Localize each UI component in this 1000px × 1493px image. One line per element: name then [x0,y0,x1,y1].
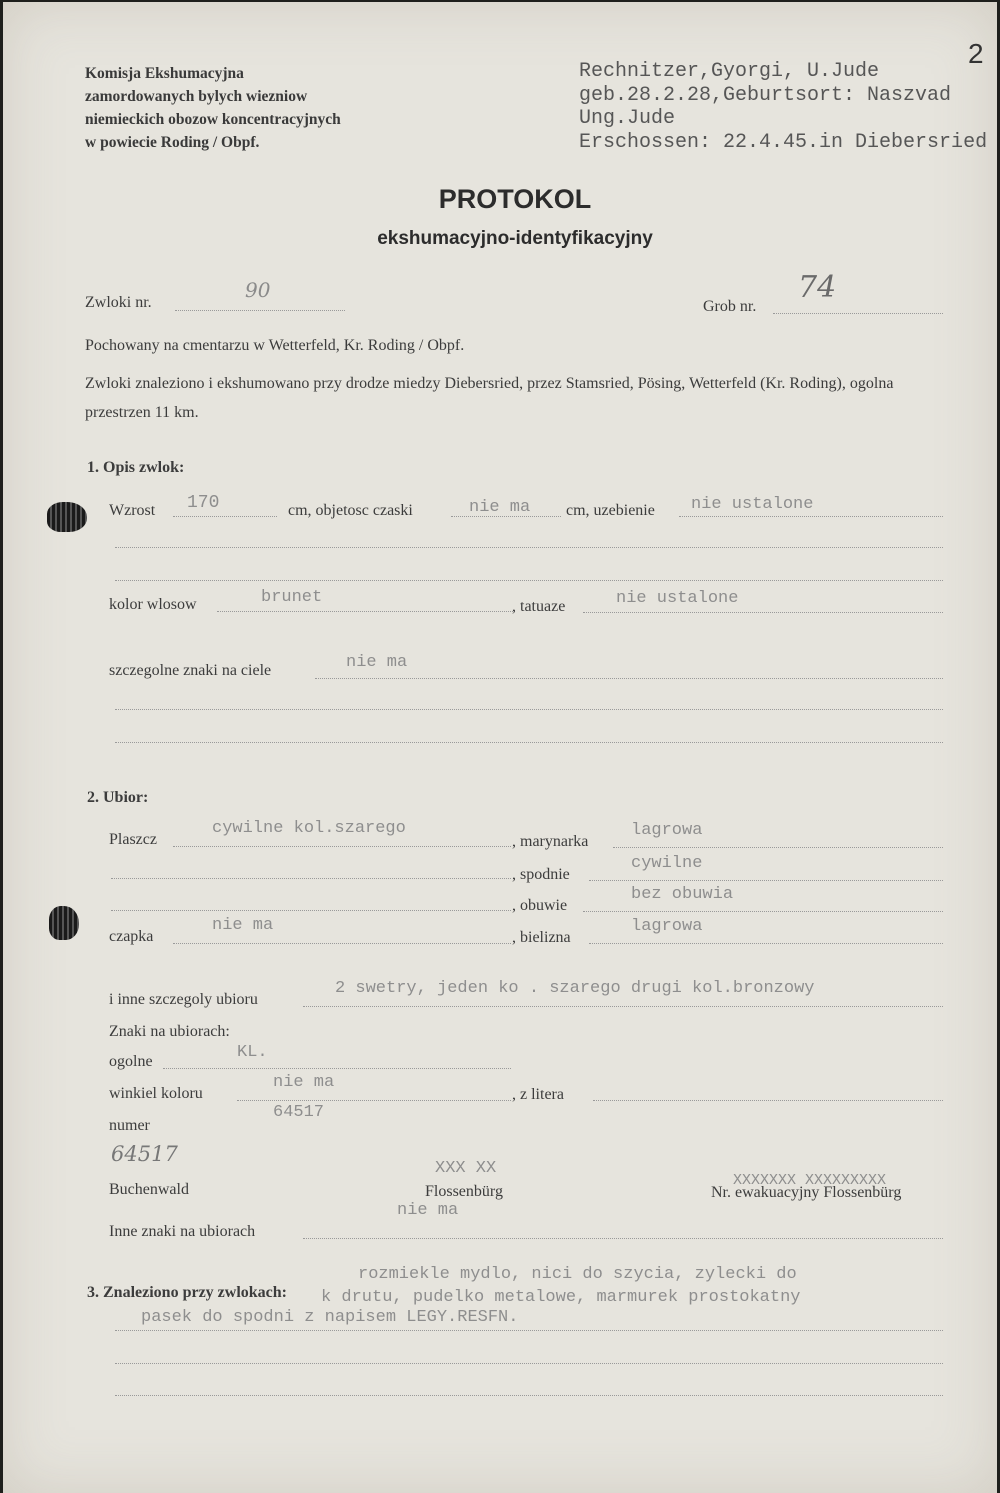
triangle-color-label: winkiel koloru [109,1085,203,1102]
triangle-color-value: nie ma [273,1073,335,1092]
jacket-value: lagrowa [631,821,703,840]
section-3-heading: 3. Znaleziono przy zwlokach: [87,1284,287,1301]
corpse-number-label: Zwloki nr. [85,294,152,311]
underwear-value: lagrowa [631,917,703,936]
jacket-label: , marynarka [512,833,589,850]
general-label: ogolne [109,1053,153,1070]
body-marks-label: szczegolne znaki na ciele [109,662,272,679]
general-value: KL. [237,1043,268,1062]
height-value: 170 [187,493,220,513]
section-1-heading: 1. Opis zwlok: [87,459,185,476]
document-title: PROTOKOL [438,184,592,214]
identity-line-3: Ung.Jude [579,107,676,130]
identity-line-1: Rechnitzer,Gyorgi, U.Jude [579,60,880,83]
flossenburg-label: Flossenbürg [425,1183,503,1200]
teeth-value: nie ustalone [691,495,814,514]
number-label: numer [109,1117,150,1134]
document-subtitle: ekshumacyjno-identyfikacyjny [377,228,653,249]
cap-value: nie ma [212,916,274,935]
found-paragraph [85,369,955,427]
found-items-line-3: pasek do spodni z napisem LEGY.RESFN. [141,1308,519,1327]
hair-color-value: brunet [261,588,323,607]
committee-line-1: Komisja Ekshumacyjna [85,65,244,82]
identity-line-4: Erschossen: 22.4.45.in Diebersried [579,130,988,154]
found-items-line-2: k drutu, pudelko metalowe, marmurek prostokatny [321,1288,801,1307]
teeth-label: cm, uzebienie [566,502,655,519]
grave-number-label: Grob nr. [703,298,757,315]
buchenwald-label: Buchenwald [109,1181,189,1198]
section-2-heading: 2. Ubior: [87,789,149,806]
protocol-document [3,2,997,1493]
tattoo-label: , tatuaze [512,598,566,615]
evacuation-number-label: Nr. ewakuacyjny Flossenbürg [711,1184,902,1201]
tattoo-value: nie ustalone [616,589,739,608]
cap-label: czapka [109,928,154,945]
page-number: 2 [968,38,984,69]
letter-label: , z litera [512,1086,564,1103]
body-marks-value: nie ma [346,653,408,672]
trousers-value: cywilne [631,854,703,873]
coat-label: Plaszcz [109,831,157,848]
shoes-value: bez obuwia [631,885,734,904]
clothing-marks-label: Znaki na ubiorach: [109,1023,230,1040]
underwear-label: , bielizna [512,929,571,946]
flossenburg-crossout: XXX XX [435,1159,497,1178]
committee-line-2: zamordowanych bylych wiezniow [85,88,308,105]
identity-line-2: geb.28.2.28,Geburtsort: Naszvad [579,83,952,107]
committee-header [85,62,341,154]
number-value: 64517 [273,1103,325,1122]
committee-line-3: niemieckich obozow koncentracyjnych [85,111,341,128]
grave-number-value: 74 [798,270,837,305]
margin-ink-mark [47,502,87,532]
burial-line: Pochowany na cmentarzu w Wetterfeld, Kr. Roding / Obpf. [85,337,465,354]
other-clothing-value: 2 swetry, jeden ko . szarego drugi kol.bronzowy [335,979,815,998]
shoes-label: , obuwie [512,897,568,914]
height-label: Wzrost [109,502,156,519]
skull-value: nie ma [469,498,531,517]
buchenwald-number: 64517 [111,1142,178,1166]
hair-color-label: kolor wlosow [109,596,197,613]
identity-block [579,60,987,154]
trousers-label: , spodnie [512,866,570,883]
skull-label: cm, objetosc czaski [288,502,413,519]
corpse-number-value: 90 [245,278,271,302]
coat-value: cywilne kol.szarego [212,819,406,838]
margin-ink-mark-2 [49,906,79,940]
found-text: Zwloki znaleziono i ekshumowano przy drodze miedzy Diebersried, przez Stamsried, Pösing, Wetterfeld (Kr. Roding), ogolna przestrzen 11 km. [85,375,894,421]
committee-line-4: w powiecie Roding / Obpf. [85,134,260,151]
other-marks-label: Inne znaki na ubiorach [109,1223,256,1240]
other-marks-value: nie ma [397,1201,459,1220]
evacuation-crossout: XXXXXXX XXXXXXXXX [733,1172,887,1189]
other-clothing-label: i inne szczegoly ubioru [109,991,258,1008]
found-items-line-1: rozmiekle mydlo, nici do szycia, zylecki do [358,1265,797,1284]
